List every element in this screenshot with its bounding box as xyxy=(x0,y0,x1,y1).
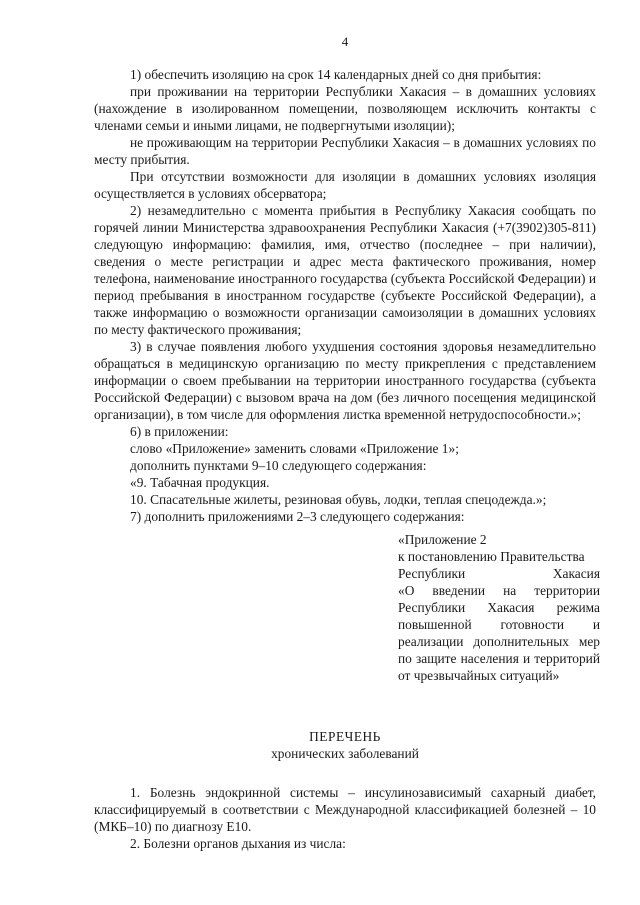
appendix-khakassia-word: Хакасия xyxy=(552,566,600,581)
paragraph-item-9: «9. Табачная продукция. xyxy=(130,475,270,490)
disease-list xyxy=(94,784,596,852)
paragraph-isolation-residents: при проживании на территории Республики Хакасия – в домашних условиях (нахождение в изолированном помещении, позволяющем исключить контакты с членами семьи и иными лицами, не подвергнутыми изоляции); xyxy=(94,84,596,133)
paragraph-appendix-change: 6) в приложении: xyxy=(130,424,229,439)
appendix-republic-line xyxy=(398,565,600,582)
paragraph-add-appendices: 7) дополнить приложениями 2–3 следующего содержания: xyxy=(130,509,465,524)
paragraph-isolation-duty: 1) обеспечить изоляцию на срок 14 календарных дней со дня прибытия: xyxy=(130,67,542,82)
paragraph-item-10: 10. Спасательные жилеты, резиновая обувь, лодки, теплая спецодежда.»; xyxy=(130,492,547,507)
list-item-respiratory: 2. Болезни органов дыхания из числа: xyxy=(130,836,346,851)
appendix-reference-block xyxy=(398,531,600,684)
list-title: ПЕРЕЧЕНЬ xyxy=(309,729,381,744)
paragraph-add-items: дополнить пунктами 9–10 следующего содержания: xyxy=(130,458,427,473)
appendix-decree: к постановлению Правительства xyxy=(398,549,585,564)
list-item-endocrine: 1. Болезнь эндокринной системы – инсулинозависимый сахарный диабет, классифицируемый в соответствии с Международной классификацией болезней – 10 (МКБ–10) по диагнозу Е10. xyxy=(94,785,596,834)
appendix-decree-title: «О введении на территории Республики Хакасия режима повышенной готовности и реализации дополнительных мер по защите населения и территорий от чрезвычайных ситуаций» xyxy=(398,583,600,683)
appendix-label: «Приложение 2 xyxy=(398,532,487,547)
paragraph-isolation-nonresidents: не проживающим на территории Республики Хакасия – в домашних условиях по месту прибытия. xyxy=(94,135,596,167)
appendix-republic-word: Республики xyxy=(398,566,466,581)
list-subtitle: хронических заболеваний xyxy=(271,746,419,761)
paragraph-health-deterioration: 3) в случае появления любого ухудшения состояния здоровья незамедлительно обращаться в медицинскую организацию по месту прикрепления с представлением информации о своем пребывании на территории иностранного государства (субъекта Российской Федерации) с вызовом врача на дом (без личного посещения медицинской организации), в том числе для оформления листка временной нетрудоспособности.»; xyxy=(94,339,596,422)
paragraph-observator: При отсутствии возможности для изоляции в домашних условиях изоляция осуществляется в условиях обсерватора; xyxy=(94,169,596,201)
list-heading xyxy=(94,728,596,762)
page-number: 4 xyxy=(341,34,349,49)
paragraph-replace-word: слово «Приложение» заменить словами «Приложение 1»; xyxy=(130,441,459,456)
paragraph-hotline-report: 2) незамедлительно с момента прибытия в Республику Хакасия сообщать по горячей линии Министерства здравоохранения Республики Хакасия (+7(3902)305-811) следующую информацию: фамилия, имя, отчество (последнее – при наличии), сведения о месте регистрации и адрес места фактического проживания, номер телефона, наименование иностранного государства (субъекта Российской Федерации) и период пребывания в иностранном государстве (субъекте Российской Федерации), а также информацию о возможности организации самоизоляции в домашних условиях по месту фактического проживания; xyxy=(94,203,596,337)
